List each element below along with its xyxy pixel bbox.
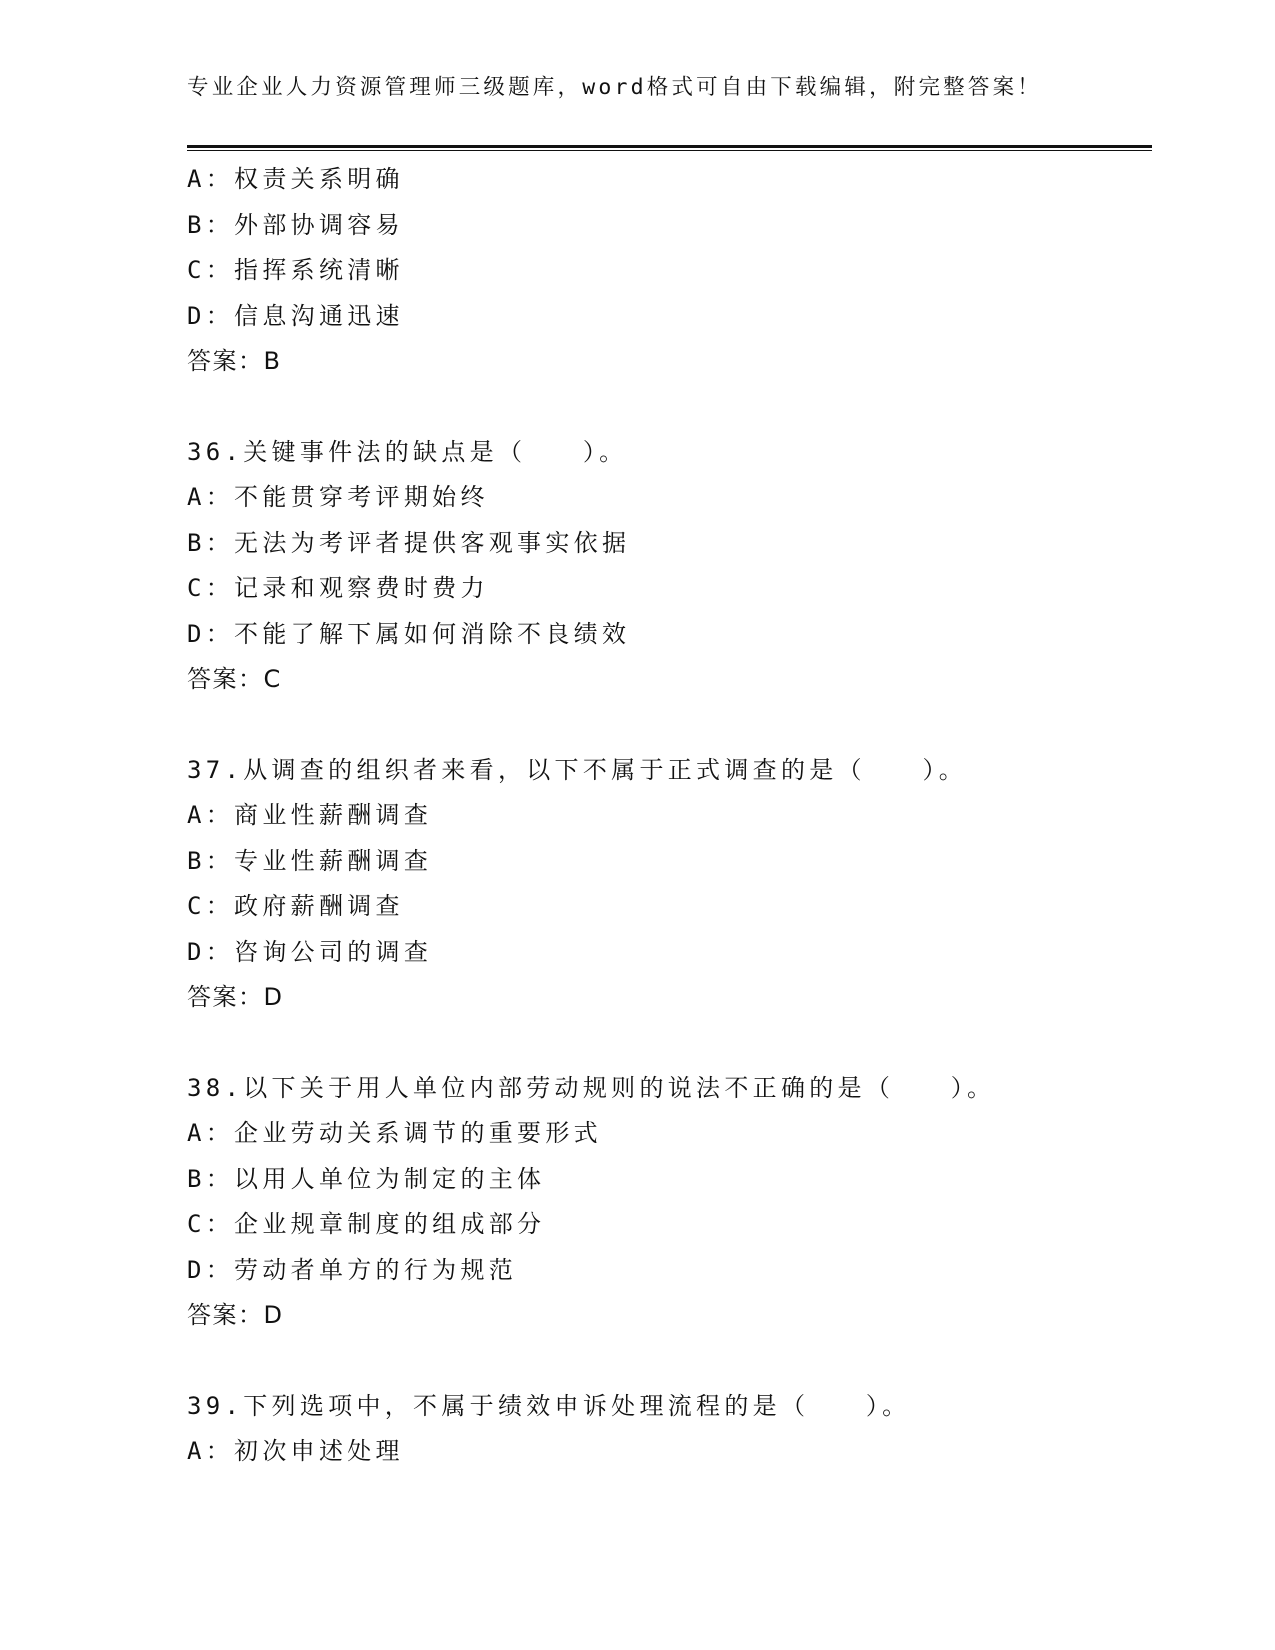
question-36 (187, 430, 1152, 703)
option-c: C：企业规章制度的组成部分 (187, 1210, 546, 1238)
header-rule (187, 145, 1152, 152)
option-d: D：劳动者单方的行为规范 (187, 1255, 518, 1284)
option-b: B：以用人单位为制定的主体 (187, 1164, 546, 1193)
question-stem: 38.以下关于用人单位内部劳动规则的说法不正确的是（ ）。 (187, 1073, 996, 1102)
option-a: A：不能贯穿考评期始终 (187, 483, 489, 511)
question-stem: 37.从调查的组织者来看，以下不属于正式调查的是（ ）。 (187, 755, 968, 784)
question-content (187, 157, 1152, 1475)
option-a: A：权责关系明确 (187, 165, 404, 193)
question-38 (187, 1066, 1152, 1339)
question-stem: 39.下列选项中，不属于绩效申诉处理流程的是（ ）。 (187, 1391, 911, 1420)
header-rule-thin (187, 150, 1152, 151)
question-stem: 36.关键事件法的缺点是（ ）。 (187, 437, 628, 466)
question-37 (187, 748, 1152, 1021)
header-rule-thick (187, 145, 1152, 148)
page-header: 专业企业人力资源管理师三级题库，word格式可自由下载编辑，附完整答案！ (187, 75, 1042, 100)
option-c: C：政府薪酬调查 (187, 892, 404, 920)
option-a: A：企业劳动关系调节的重要形式 (187, 1119, 602, 1147)
question-39 (187, 1384, 1152, 1475)
continued-question (187, 157, 1152, 385)
option-b: B：无法为考评者提供客观事实依据 (187, 528, 631, 557)
option-b: B：外部协调容易 (187, 210, 404, 239)
answer-line: 答案：D (187, 983, 284, 1011)
option-a: A：初次申述处理 (187, 1437, 404, 1465)
option-d: D：不能了解下属如何消除不良绩效 (187, 619, 631, 648)
answer-line: 答案：B (187, 347, 282, 375)
answer-line: 答案：C (187, 665, 282, 693)
option-b: B：专业性薪酬调查 (187, 846, 433, 875)
answer-line: 答案：D (187, 1301, 284, 1329)
option-a: A：商业性薪酬调查 (187, 801, 433, 829)
option-d: D：信息沟通迅速 (187, 301, 404, 330)
option-c: C：记录和观察费时费力 (187, 574, 489, 602)
option-c: C：指挥系统清晰 (187, 256, 404, 284)
option-d: D：咨询公司的调查 (187, 937, 433, 966)
